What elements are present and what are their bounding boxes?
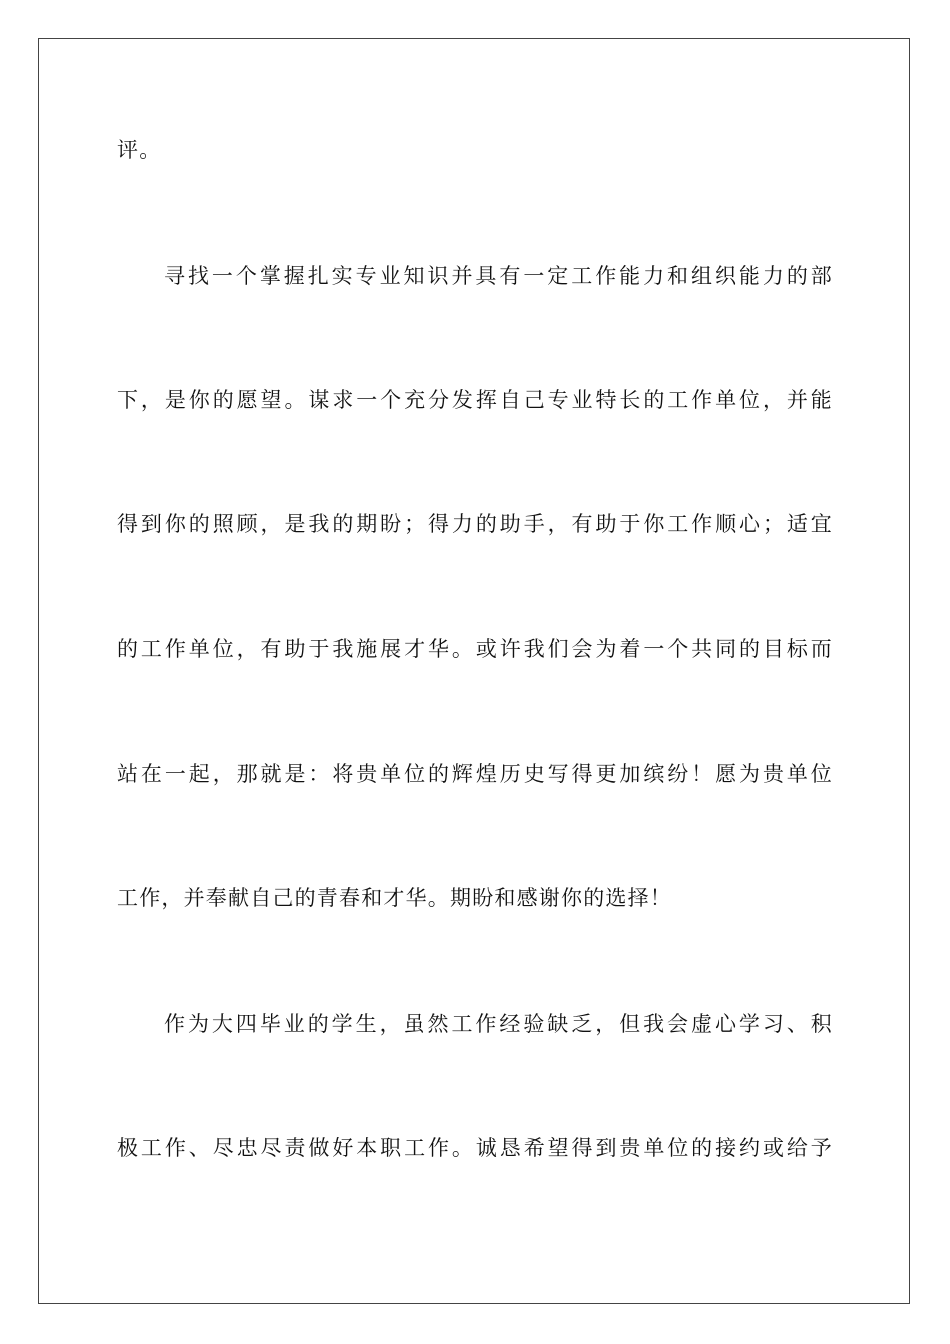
text-line-2: 寻找一个掌握扎实专业知识并具有一定工作能力和组织能力的部 (164, 264, 833, 288)
text-line-3: 下，是你的愿望。谋求一个充分发挥自己专业特长的工作单位，并能 (117, 388, 833, 412)
text-line-8: 作为大四毕业的学生，虽然工作经验缺乏，但我会虚心学习、积 (164, 1012, 833, 1036)
text-line-9: 极工作、尽忠尽责做好本职工作。诚恳希望得到贵单位的接约或给予 (117, 1136, 833, 1160)
text-line-4: 得到你的照顾，是我的期盼；得力的助手，有助于你工作顺心；适宜 (117, 512, 833, 536)
text-line-1: 评。 (117, 138, 162, 162)
text-line-7: 工作，并奉献自己的青春和才华。期盼和感谢你的选择！ (117, 886, 672, 910)
page-border (38, 38, 910, 1304)
text-line-5: 的工作单位，有助于我施展才华。或许我们会为着一个共同的目标而 (117, 637, 833, 661)
text-line-6: 站在一起，那就是：将贵单位的辉煌历史写得更加缤纷！愿为贵单位 (117, 762, 833, 786)
